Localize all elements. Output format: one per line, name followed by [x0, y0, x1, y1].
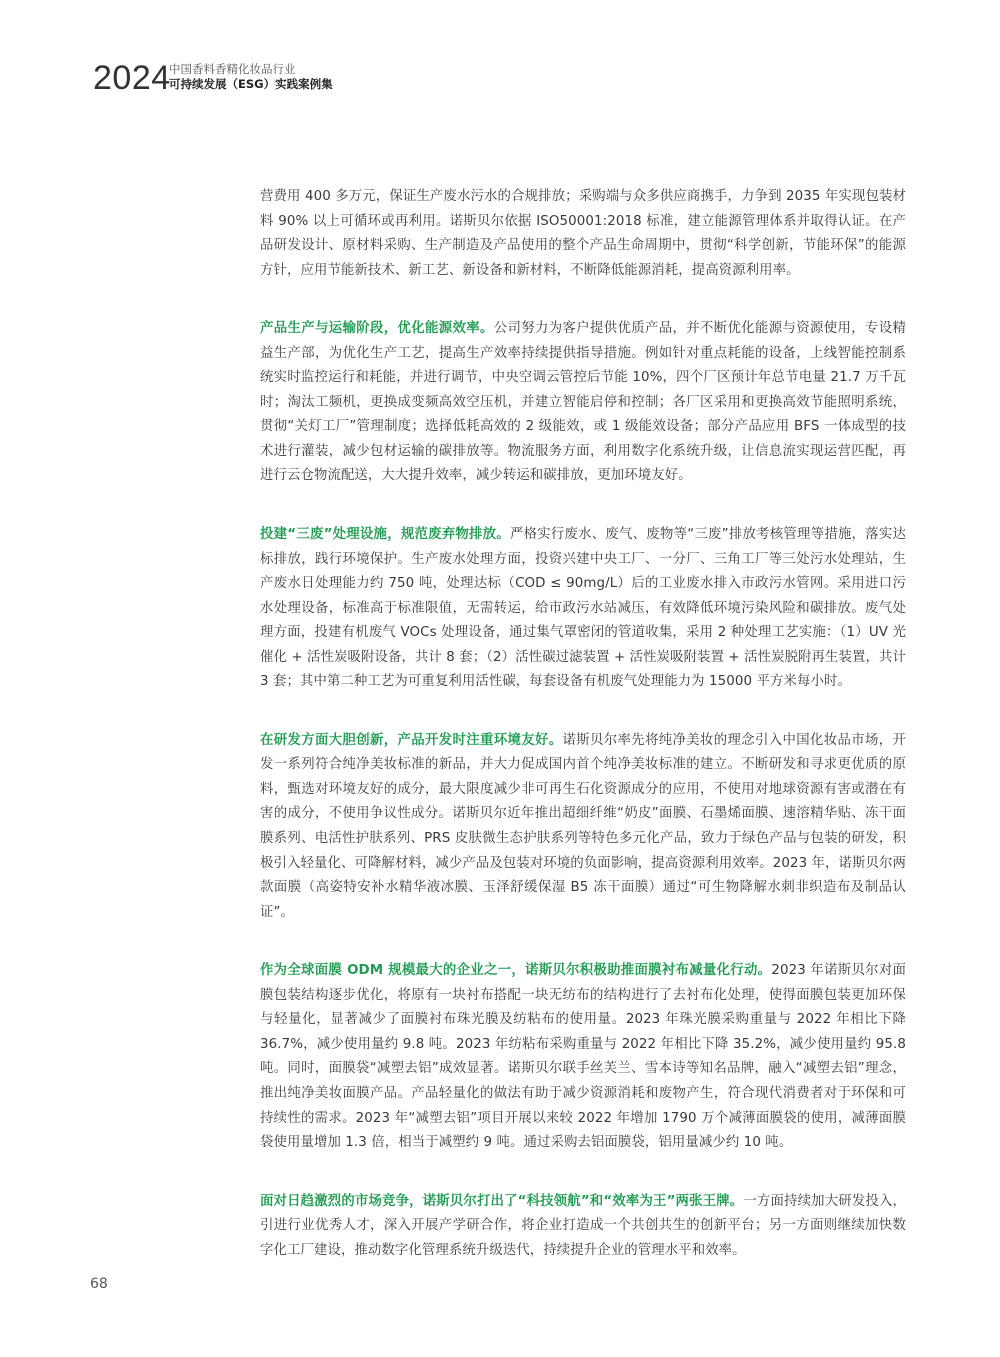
paragraph-6 — [260, 1190, 906, 1264]
paragraph-4-lead: 在研发方面大胆创新，产品开发时注重环境友好。 — [260, 732, 563, 748]
header-subtitle — [169, 62, 333, 92]
paragraph-5-lead: 作为全球面膜 ODM 规模最大的企业之一，诺斯贝尔积极助推面膜衬布减量化行动。 — [260, 963, 772, 979]
paragraph-6-text: 一方面持续加大研发投入，引进行业优秀人才，深入开展产学研合作，将企业打造成一个共创共生的创新平台；另一方面则继续加快数字化工厂建设，推动数字化管理系统升级迭代，持续提升企业的管理水平和效率。 — [260, 1193, 906, 1258]
paragraph-4 — [260, 729, 906, 925]
paragraph-2-lead: 产品生产与运输阶段，优化能源效率。 — [260, 321, 494, 337]
page-number: 68 — [90, 1276, 108, 1292]
header-subtitle-line2: 可持续发展（ESG）实践案例集 — [169, 77, 333, 91]
paragraph-3-text: 严格实行废水、废气、废物等“三废”排放考核管理等措施，落实达标排放，践行环境保护。生产废水处理方面，投资兴建中央工厂、一分厂、三角工厂等三处污水处理站，生产废水日处理能力约 750 吨，处理达标（COD ≤ 90mg/L）后的工业废水排入市政污水管网。采用进口污水处理设备，标准高于标准限值，无需转运，给市政污水站减压，有效降低环境污染风险和碳排放。废气处理方面，投建有机废气 VOCs 处理设备，通过集气罩密闭的管道收集，采用 2 种处理工艺实施：（1）UV 光催化 + 活性炭吸附设备，共计 8 套；（2）活性碳过滤装置 + 活性炭吸附装置 + 活性炭脱附再生装置，共计 3 套；其中第二种工艺为可重复利用活性碳，每套设备有机废气处理能力为 15000 平方米每小时。 — [260, 527, 907, 690]
paragraph-6-lead: 面对日趋激烈的市场竞争，诺斯贝尔打出了“科技领航”和“效率为王”两张王牌。 — [260, 1193, 744, 1209]
paragraph-5-text: 2023 年诺斯贝尔对面膜包装结构逐步优化，将原有一块衬布搭配一块无纺布的结构进行了去衬布化处理，使得面膜包装更加环保与轻量化，显著减少了面膜衬布珠光膜及纺粘布的使用量。2023 年珠光膜采购重量与 2022 年相比下降 36.7%，减少使用量约 9.8 吨。2023 年纺粘布采购重量与 2022 年相比下降 35.2%，减少使用量约 95.8 吨。同时，面膜袋“减塑去铝”成效显著。诺斯贝尔联手丝芙兰、雪本诗等知名品牌，融入“减塑去铝”理念，推出纯净美妆面膜产品。产品轻量化的做法有助于减少资源消耗和废物产生，符合现代消费者对于环保和可持续性的需求。2023 年“减塑去铝”项目开展以来较 2022 年增加 1790 万个减薄面膜袋的使用，减薄面膜袋使用量增加 1.3 倍，相当于减塑约 9 吨。通过采购去铝面膜袋，铝用量减少约 10 吨。 — [260, 963, 906, 1151]
main-content — [260, 185, 906, 1297]
paragraph-4-text: 诺斯贝尔率先将纯净美妆的理念引入中国化妆品市场，开发一系列符合纯净美妆标准的新品，并大力促成国内首个纯净美妆标准的建立。不断研发和寻求更优质的原料，甄选对环境友好的成分，最大限度减少非可再生石化资源成分的应用，不使用对地球资源有害或潜在有害的成分，不使用争议性成分。诺斯贝尔近年推出超细纤维“奶皮”面膜、石墨烯面膜、速溶精华贴、冻干面膜系列、电活性护肤系列、PRS 皮肤微生态护肤系列等特色多元化产品，致力于绿色产品与包装的研发，积极引入轻量化、可降解材料，减少产品及包装对环境的负面影响，提高资源利用效率。2023 年，诺斯贝尔两款面膜（高姿特安补水精华液冰膜、玉泽舒缓保湿 B5 冻干面膜）通过“可生物降解水刺非织造布及制品认证”。 — [260, 732, 907, 920]
paragraph-2 — [260, 317, 906, 489]
header-subtitle-line1: 中国香料香精化妆品行业 — [169, 62, 296, 76]
paragraph-1-text: 营费用 400 多万元，保证生产废水污水的合规排放；采购端与众多供应商携手，力争到 2035 年实现包装材料 90% 以上可循环或再利用。诺斯贝尔依据 ISO50001:2018 标准，建立能源管理体系并取得认证。在产品研发设计、原材料采购、生产制造及产品使用的整个产品生命周期中，贯彻“科学创新，节能环保”的能源方针，应用节能新技术、新工艺、新设备和新材料，不断降低能源消耗，提高资源利用率。 — [260, 189, 906, 278]
paragraph-5 — [260, 959, 906, 1155]
paragraph-3 — [260, 523, 906, 695]
paragraph-3-lead: 投建“三废”处理设施，规范废弃物排放。 — [260, 527, 510, 543]
paragraph-1 — [260, 185, 906, 283]
header-year: 2024 — [93, 59, 171, 97]
paragraph-2-text: 公司努力为客户提供优质产品，并不断优化能源与资源使用，专设精益生产部，为优化生产工艺，提高生产效率持续提供指导措施。例如针对重点耗能的设备，上线智能控制系统实时监控运行和耗能，并进行调节，中央空调云管控后节能 10%，四个厂区预计年总节电量 21.7 万千瓦时；淘汰工频机，更换成变频高效空压机，并建立智能启停和控制；各厂区采用和更换高效节能照明系统，贯彻“关灯工厂”管理制度；选择低耗高效的 2 级能效，或 1 级能效设备；部分产品应用 BFS 一体成型的技术进行灌装，减少包材运输的碳排放等。物流服务方面，利用数字化系统升级，让信息流实现运营匹配，再进行云仓物流配送，大大提升效率，减少转运和碳排放，更加环境友好。 — [260, 321, 907, 484]
